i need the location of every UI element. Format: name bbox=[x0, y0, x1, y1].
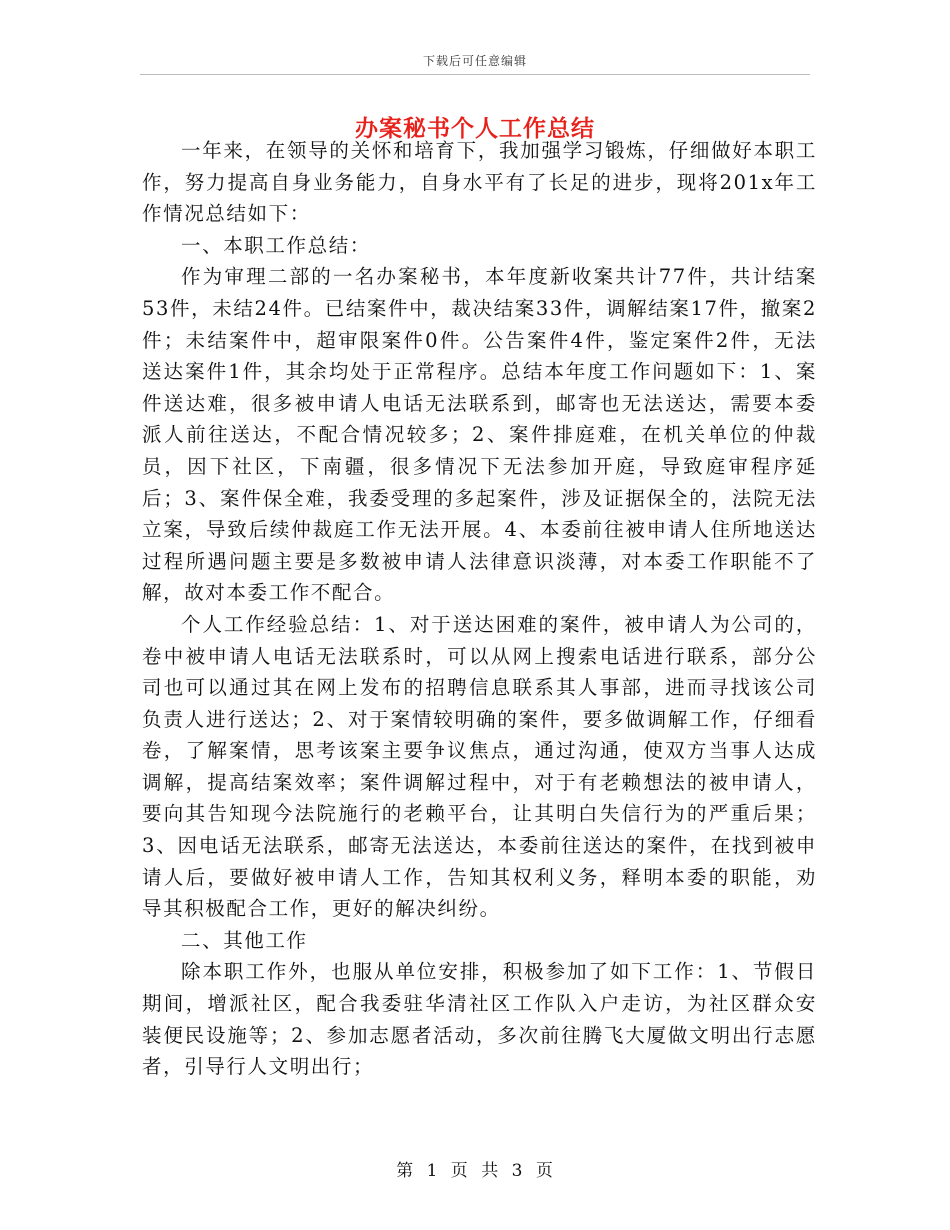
section-heading-other-work: 二、其他工作 bbox=[181, 928, 308, 952]
document-body bbox=[142, 135, 817, 1083]
other-work-paragraph: 除本职工作外，也服从单位安排，积极参加了如下工作：1、节假日期间，增派社区，配合我委驻华清社区工作队入户走访，为社区群众安装便民设施等；2、参加志愿者活动，多次前往腾飞大厦做文明出行志愿者，引导行人文明出行； bbox=[142, 960, 817, 1079]
page-number-footer: 第 1 页 共 3 页 bbox=[396, 1161, 554, 1181]
header-divider bbox=[140, 74, 810, 75]
intro-paragraph: 一年来，在领导的关怀和培育下，我加强学习锻炼，仔细做好本职工作，努力提高自身业务能力，自身水平有了长足的进步，现将201x年工作情况总结如下： bbox=[142, 139, 817, 226]
header-note: 下载后可任意编辑 bbox=[422, 54, 527, 68]
duty-summary-paragraph: 作为审理二部的一名办案秘书，本年度新收案共计77件，共计结案53件，未结24件。已结案件中，裁决结案33件，调解结案17件，撤案2件；未结案件中，超审限案件0件。公告案件4件，鉴定案件2件，无法送达案件1件，其余均处于正常程序。总结本年度工作问题如下：1、案件送达难，很多被申请人电话无法联系到，邮寄也无法送达，需要本委派人前往送达，不配合情况较多；2、案件排庭难，在机关单位的仲裁员，因下社区，下南疆，很多情况下无法参加开庭，导致庭审程序延后；3、案件保全难，我委受理的多起案件，涉及证据保全的，法院无法立案，导致后续仲裁庭工作无法开展。4、本委前往被申请人住所地送达过程所遇问题主要是多数被申请人法律意识淡薄，对本委工作职能不了解，故对本委工作不配合。 bbox=[142, 265, 817, 605]
section-heading-duty-summary: 一、本职工作总结： bbox=[181, 233, 371, 257]
experience-summary-paragraph: 个人工作经验总结：1、对于送达困难的案件，被申请人为公司的，卷中被申请人电话无法联系时，可以从网上搜索电话进行联系，部分公司也可以通过其在网上发布的招聘信息联系其人事部，进而寻找该公司负责人进行送达；2、对于案情较明确的案件，要多做调解工作，仔细看卷，了解案情，思考该案主要争议焦点，通过沟通，使双方当事人达成调解，提高结案效率；案件调解过程中，对于有老赖想法的被申请人，要向其告知现今法院施行的老赖平台，让其明白失信行为的严重后果；3、因电话无法联系，邮寄无法送达，本委前往送达的案件，在找到被申请人后，要做好被申请人工作，告知其权利义务，释明本委的职能，劝导其积极配合工作，更好的解决纠纷。 bbox=[142, 612, 817, 921]
document-title: 办案秘书个人工作总结 bbox=[355, 116, 595, 142]
